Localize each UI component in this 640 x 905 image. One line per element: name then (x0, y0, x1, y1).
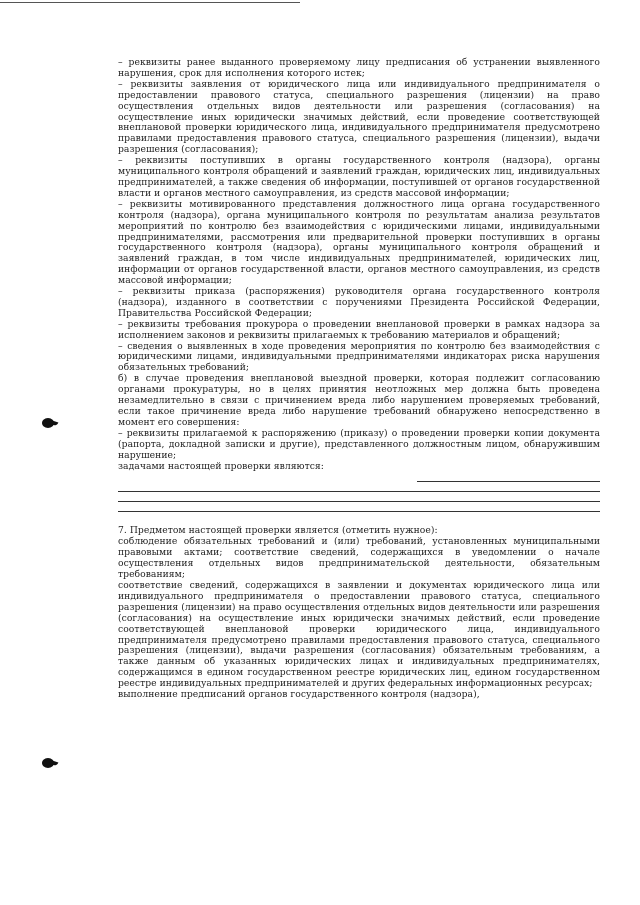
paragraph-motivated-submission: – реквизиты мотивированного представления должностного лица органа государственного контроля (надзора), органа муниципального контроля по результатам анализа результатов мероприятий по контролю без взаимодействия с юридическими лицами, индивидуальными предпринимателями, рассмотрения или предварительной проверки поступивших в органы государственного контроля (надзора), органы муниципального контроля обращений и заявлений граждан, в том числе индивидуальных предпринимателей, юридических лиц, информации от органов государственной власти, органов местного самоуправления, из средств массовой информации; (118, 198, 600, 287)
paragraph-application: – реквизиты заявления от юридического лица или индивидуального предпринимателя о предоставлении правового статуса, специального разрешения (лицензии) на право осуществления отдельных видов деятельности или разрешения (согласования) на осуществление иных юридически значимых действий, если проведение соответствующей внеплановой проверки юридического лица, индивидуального предпринимателя предусмотрено правилами предоставления правового статуса, специального разрешения (лицензии), выдачи разрешения (согласования); (118, 78, 600, 156)
paragraph-risk-indicators: – сведения о выявленных в ходе проведения мероприятия по контролю без взаимодействия с юридическими лицами, индивидуальными предпринимателями индикаторах риска нарушения обязательных требований; (118, 340, 600, 374)
fill-line (118, 491, 600, 492)
paragraph-report-copy: – реквизиты прилагаемой к распоряжению (приказу) о проведении проверки копии документа (рапорта, докладной записки и другие), представленного должностным лицом, обнаружившим нарушение; (118, 427, 600, 461)
paragraph-prior-order: – реквизиты ранее выданного проверяемому лицу предписания об устранении выявленного нарушения, срок для исполнения которого истек; (118, 57, 600, 79)
fill-line (417, 481, 600, 482)
fill-line (118, 501, 600, 502)
paragraph-prosecutor-demand: – реквизиты требования прокурора о проведении внеплановой проверки в рамках надзора за исполнением законов и реквизиты прилагаемых к требованию материалов и обращений; (118, 318, 600, 341)
section-7-item: соответствие сведений, содержащихся в заявлении и документах юридического лица или индивидуального предпринимателя о предоставлении правового статуса, специального разрешения (лицензии) на право осуществления отдельных видов деятельности или разрешения (согласования) на осуществление иных юридически значимых действий, если проведение соответствующей внеплановой проверки юридического лица, индивидуального предпринимателя предусмотрено правилами предоставления правового статуса, специального разрешения (лицензии), выдачи разрешения (согласования) обязательным требованиям, а также данным об указанных юридических лицах и индивидуальных предпринимателях, содержащимся в едином государственном реестре юридических лиц, едином государственном реестре индивидуальных предпринимателей и других федеральных информационных ресурсах; (118, 579, 600, 690)
paragraph-inspection-tasks: задачами настоящей проверки являются: (118, 460, 324, 472)
paragraph-head-order: – реквизиты приказа (распоряжения) руководителя органа государственного контроля (надзора), изданного в соответствии с поручениями Президента Российской Федерации, Правительства Российской Федерации; (118, 286, 600, 319)
section-7-item: соблюдение обязательных требований и (или) требований, установленных муниципальными правовыми актами; соответствие сведений, содержащихся в уведомлении о начале осуществления отдельных видов предпринимательской деятельности, обязательным требованиям; (118, 536, 600, 581)
paragraph-urgent-inspection: б) в случае проведения внеплановой выездной проверки, которая подлежит согласованию органами прокуратуры, но в целях принятия неотложных мер должна быть проведена незамедлительно в связи с причинением вреда либо нарушением проверяемых требований, если такое причинение вреда либо нарушение требований обнаружено непосредственно в момент его совершения: (118, 373, 600, 428)
paragraph-complaints: – реквизиты поступивших в органы государственного контроля (надзора), органы муниципального контроля обращений и заявлений граждан, юридических лиц, индивидуальных предпринимателей, а также сведения об информации, поступившей от органов государственной власти и органов местного самоуправления, из средств массовой информации; (118, 155, 600, 199)
section-7-item: выполнение предписаний органов государственного контроля (надзора), (118, 689, 480, 701)
section-7-heading: 7. Предметом настоящей проверки является (отметить нужное): (118, 525, 438, 537)
